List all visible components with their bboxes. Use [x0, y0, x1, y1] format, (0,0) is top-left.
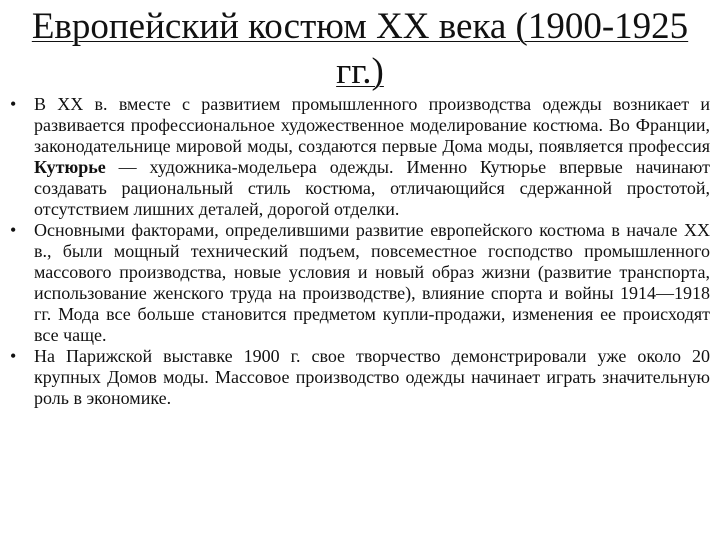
bullet-item: [8, 94, 710, 220]
bullet-icon: •: [10, 346, 17, 366]
bullet-text-part: В XX в. вместе с развитием промышленного производства одежды возникает и развивается профессиональное художественное моделирование костюма. Во Франции, законодательнице мировой моды, создаются первые Дома моды, появляется профессия: [34, 94, 710, 156]
bullet-icon: •: [10, 94, 17, 114]
bullet-list: [8, 94, 710, 409]
bullet-item: [8, 346, 710, 409]
slide-title: Европейский костюм XX века (1900-1925 гг.): [31, 6, 689, 92]
bullet-item: [8, 220, 710, 346]
bullet-text-part: — художника-модельера одежды. Именно Кутюрье впервые начинают создавать рациональный стиль костюма, отличающийся сдержанной простотой, отсутствием лишних деталей, дорогой отделки.: [34, 157, 710, 219]
bullet-icon: •: [10, 220, 17, 240]
bullet-text: На Парижской выставке 1900 г. свое творчество демонстрировали уже около 20 крупных Домов моды. Массовое производство одежды начинает играть значительную роль в экономике.: [34, 346, 710, 408]
bullet-text: Основными факторами, определившими развитие европейского костюма в начале XX в., были мощный технический подъем, повсеместное господство промышленного массового производства, новые условия и новый образ жизни (развитие транспорта, использование женского труда на производстве), влияние спорта и войны 1914—1918 гг. Мода все больше становится предметом купли-продажи, изменения ее происходят все чаще.: [34, 220, 710, 345]
emphasized-term: Кутюрье: [34, 157, 106, 177]
